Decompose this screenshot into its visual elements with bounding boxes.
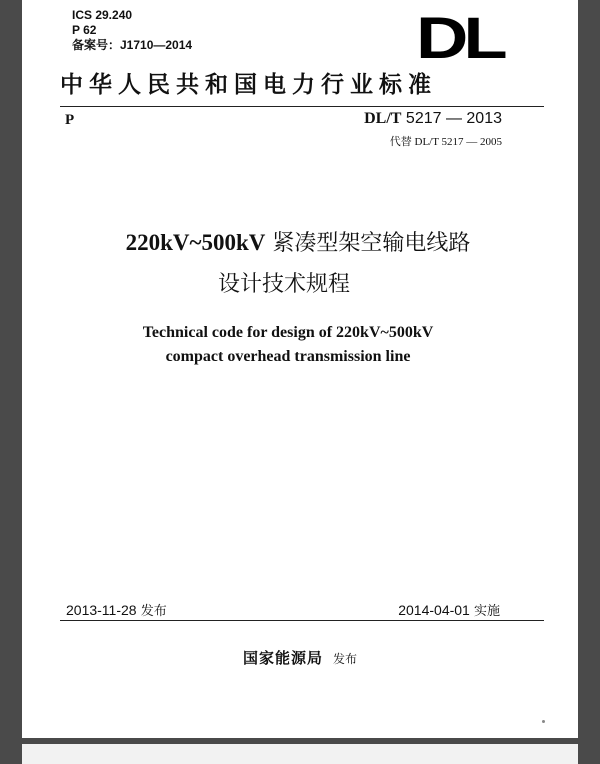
chinese-title-line-2: 设计技术规程	[217, 272, 350, 297]
publish-label: 发布	[136, 604, 167, 619]
record-number: 备案号：J1710—2014	[72, 38, 193, 52]
publish-date	[66, 600, 167, 619]
standard-prefix: DL/T	[364, 110, 402, 127]
bottom-divider	[60, 620, 544, 621]
english-title-line-1: Technical code for design of 220kV~500kV	[142, 324, 434, 341]
next-page-edge	[22, 744, 578, 764]
dl-logo: DL	[416, 6, 503, 71]
classification-letter: P	[65, 112, 75, 128]
chinese-title-line-1	[20, 229, 576, 258]
standard-type-heading: 中华人民共和国电力行业标准	[60, 72, 437, 98]
metadata-block	[72, 8, 192, 53]
ics-code: ICS 29.240	[72, 8, 133, 22]
issuer-name: 国家能源局	[242, 649, 323, 667]
standard-number	[364, 110, 502, 128]
standard-cover-page	[22, 0, 578, 738]
voltage-range: 220kV~500kV	[125, 230, 266, 255]
implement-date	[398, 600, 500, 619]
speck-mark	[542, 720, 545, 723]
top-divider	[60, 106, 544, 107]
replaces-standard: 代替 DL/T 5217 — 2005	[389, 136, 502, 148]
english-title-line-2: compact overhead transmission line	[165, 348, 411, 365]
issuer-action: 发布	[333, 652, 358, 666]
category-code: P 62	[72, 23, 97, 37]
issuer-line	[22, 647, 578, 668]
chinese-title-text-1: 紧凑型架空输电线路	[265, 231, 471, 256]
standard-number-value: 5217 — 2013	[401, 110, 502, 127]
implement-date-value: 2014-04-01	[398, 602, 470, 618]
publish-date-value: 2013-11-28	[66, 602, 137, 618]
implement-label: 实施	[469, 604, 500, 619]
